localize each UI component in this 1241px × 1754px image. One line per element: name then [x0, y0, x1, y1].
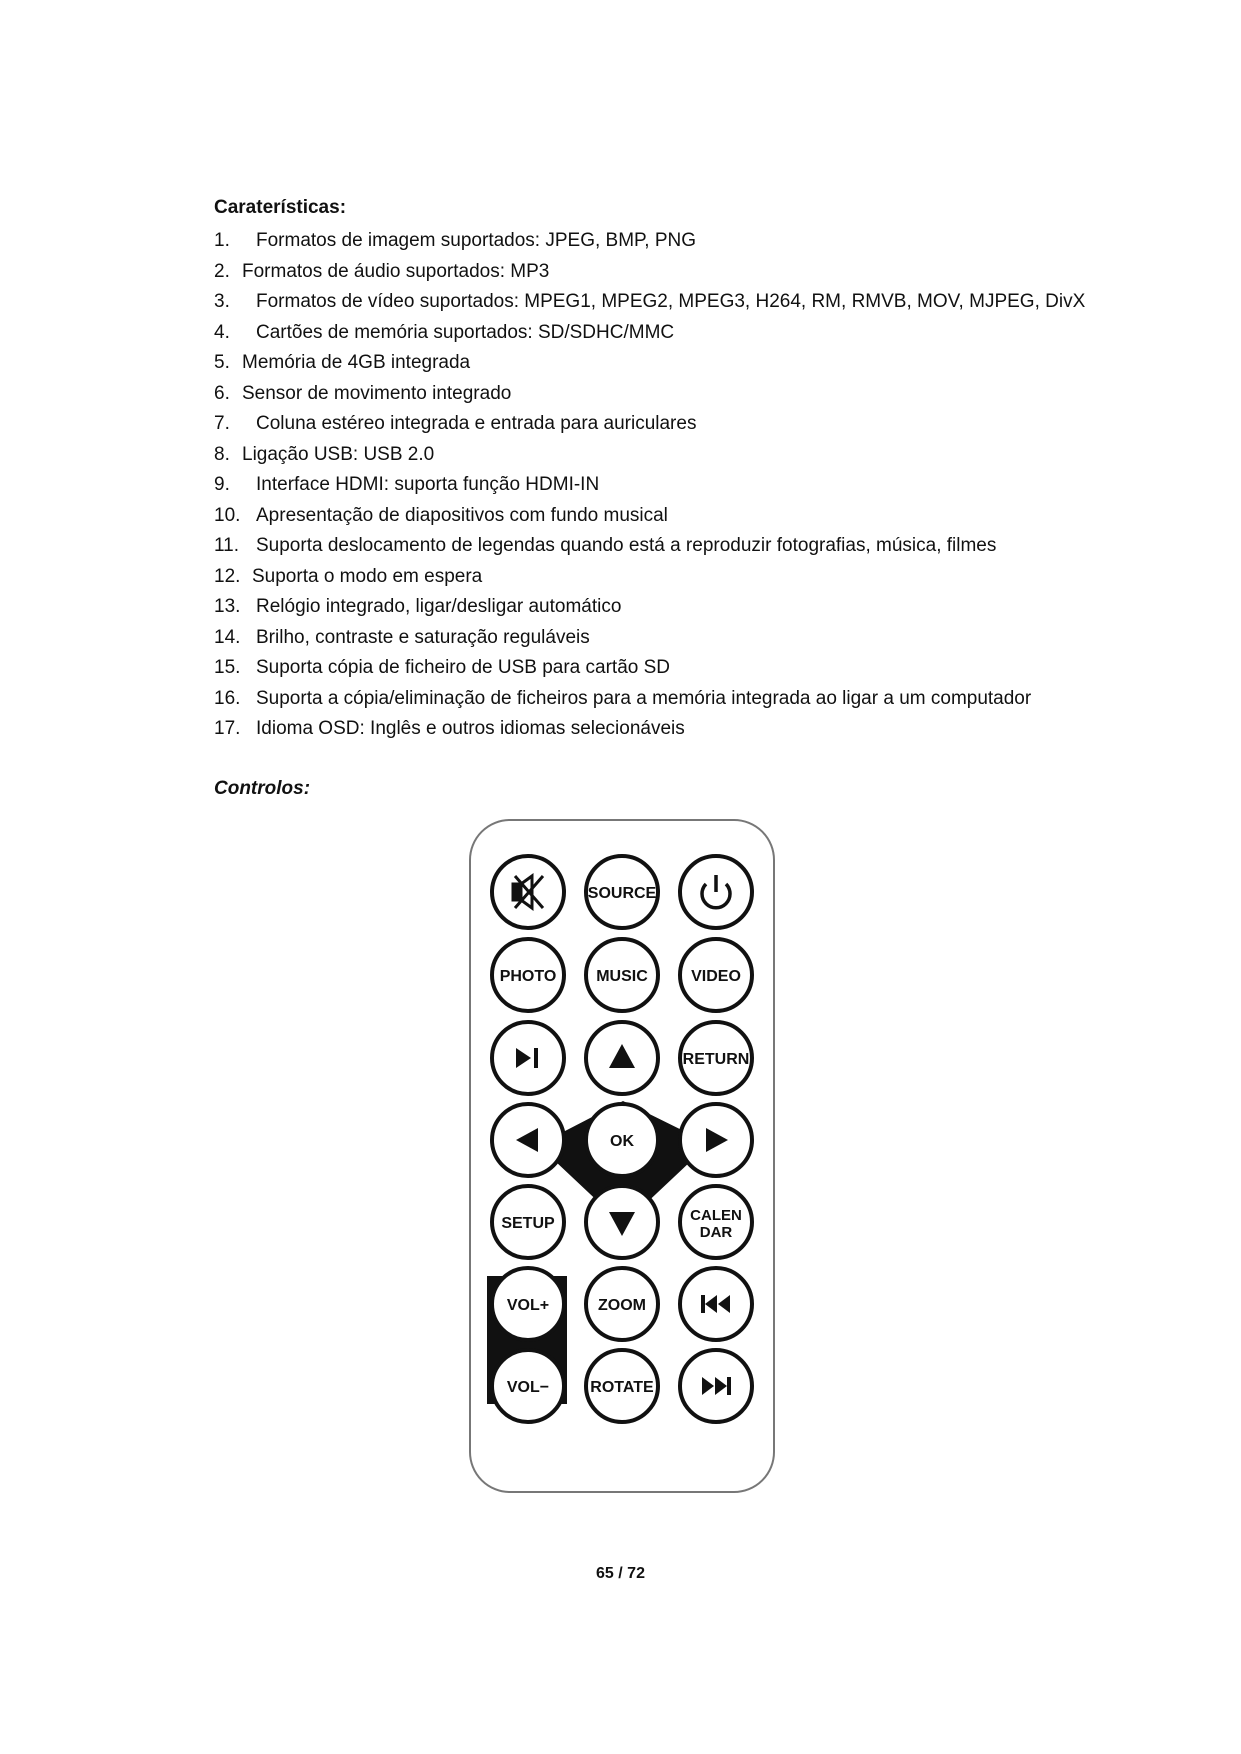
- left-button[interactable]: [492, 1104, 564, 1176]
- page-footer: [0, 1565, 1241, 1583]
- feature-text: Suporta o modo em espera: [252, 565, 483, 587]
- video-button[interactable]: [680, 939, 752, 1011]
- feature-text: Coluna estéreo integrada e entrada para auriculares: [256, 413, 697, 434]
- feature-item: [214, 318, 1085, 349]
- feature-text: Formatos de imagem suportados: JPEG, BMP, PNG: [256, 230, 696, 251]
- feature-item: [214, 714, 1085, 745]
- feature-item: [214, 409, 1085, 440]
- feature-number: 8.: [214, 443, 230, 465]
- feature-text: Brilho, contraste e saturação reguláveis: [256, 626, 590, 648]
- feature-text: Relógio integrado, ligar/desligar automático: [256, 596, 622, 617]
- rotate-label: ROTATE: [590, 1379, 654, 1396]
- feature-number: 16.: [214, 687, 241, 709]
- up-button[interactable]: [586, 1022, 658, 1094]
- feature-item: [214, 501, 1085, 532]
- feature-number: 13.: [214, 596, 241, 617]
- power-button[interactable]: [680, 856, 752, 928]
- feature-number: 15.: [214, 657, 241, 678]
- feature-number: 17.: [214, 718, 241, 739]
- feature-item: [214, 379, 1085, 410]
- feature-item: [214, 592, 1085, 623]
- setup-label: SETUP: [501, 1215, 555, 1232]
- calendar-button[interactable]: [680, 1186, 752, 1258]
- vol-up-button[interactable]: [492, 1268, 564, 1340]
- feature-text: Sensor de movimento integrado: [242, 382, 512, 404]
- feature-item: [214, 623, 1085, 654]
- zoom-button[interactable]: [586, 1268, 658, 1340]
- ok-button[interactable]: [586, 1104, 658, 1176]
- zoom-label: ZOOM: [598, 1297, 646, 1314]
- photo-button[interactable]: [492, 939, 564, 1011]
- feature-number: 14.: [214, 626, 241, 648]
- source-button[interactable]: [586, 856, 658, 928]
- calendar-label-line1: CALEN: [690, 1207, 742, 1224]
- feature-text: Suporta cópia de ficheiro de USB para cartão SD: [256, 657, 671, 678]
- features-list: [214, 226, 1085, 745]
- feature-number: 7.: [214, 413, 230, 434]
- feature-item: [214, 440, 1085, 471]
- feature-item: [214, 470, 1085, 501]
- play-pause-button[interactable]: [492, 1022, 564, 1094]
- feature-item: [214, 653, 1085, 684]
- feature-item: [214, 348, 1085, 379]
- feature-number: 1.: [214, 230, 230, 251]
- remote-control-illustration: [468, 818, 778, 1498]
- music-label: MUSIC: [596, 968, 648, 985]
- feature-number: 9.: [214, 474, 230, 495]
- feature-item: [214, 226, 1085, 257]
- previous-button[interactable]: [680, 1268, 752, 1340]
- feature-item: [214, 684, 1085, 715]
- feature-text: Idioma OSD: Inglês e outros idiomas selecionáveis: [256, 718, 685, 739]
- calendar-label-line2: DAR: [699, 1224, 733, 1241]
- features-heading: Caraterísticas:: [214, 197, 347, 218]
- controls-heading: Controlos:: [214, 778, 311, 799]
- source-label: SOURCE: [587, 885, 657, 902]
- rotate-button[interactable]: [586, 1350, 658, 1422]
- feature-number: 6.: [214, 382, 230, 404]
- feature-number: 5.: [214, 352, 230, 373]
- feature-text: Apresentação de diapositivos com fundo musical: [256, 504, 668, 526]
- vol-down-label: VOL−: [506, 1379, 550, 1396]
- feature-text: Formatos de vídeo suportados: MPEG1, MPEG2, MPEG3, H264, RM, RMVB, MOV, MJPEG, DivX: [256, 291, 1086, 312]
- feature-text: Interface HDMI: suporta função HDMI-IN: [256, 474, 600, 495]
- vol-up-label: VOL+: [506, 1297, 550, 1314]
- page-separator: /: [613, 1565, 628, 1582]
- feature-number: 3.: [214, 291, 230, 312]
- right-button[interactable]: [680, 1104, 752, 1176]
- mute-button[interactable]: [492, 856, 564, 928]
- vol-down-button[interactable]: [492, 1350, 564, 1422]
- feature-text: Ligação USB: USB 2.0: [242, 443, 435, 465]
- return-button[interactable]: [680, 1022, 752, 1094]
- next-button[interactable]: [680, 1350, 752, 1422]
- feature-number: 12.: [214, 565, 241, 587]
- feature-number: 2.: [214, 260, 230, 282]
- page-number: 65: [596, 1565, 614, 1582]
- feature-text: Suporta deslocamento de legendas quando está a reproduzir fotografias, música, filmes: [256, 535, 997, 556]
- feature-number: 10.: [214, 504, 241, 526]
- video-label: VIDEO: [691, 968, 741, 985]
- feature-text: Memória de 4GB integrada: [242, 352, 471, 373]
- feature-number: 4.: [214, 321, 230, 343]
- feature-item: [214, 531, 1085, 562]
- feature-text: Formatos de áudio suportados: MP3: [242, 260, 550, 282]
- feature-text: Cartões de memória suportados: SD/SDHC/MMC: [256, 321, 675, 343]
- feature-item: [214, 562, 1085, 593]
- feature-item: [214, 257, 1085, 288]
- feature-item: [214, 287, 1085, 318]
- music-button[interactable]: [586, 939, 658, 1011]
- down-button[interactable]: [586, 1186, 658, 1258]
- feature-text: Suporta a cópia/eliminação de ficheiros para a memória integrada ao ligar a um computador: [256, 687, 1032, 709]
- ok-label: OK: [610, 1133, 634, 1150]
- page-total: 72: [627, 1565, 645, 1582]
- return-label: RETURN: [682, 1051, 750, 1068]
- photo-label: PHOTO: [499, 968, 557, 985]
- feature-number: 11.: [214, 535, 240, 556]
- setup-button[interactable]: [492, 1186, 564, 1258]
